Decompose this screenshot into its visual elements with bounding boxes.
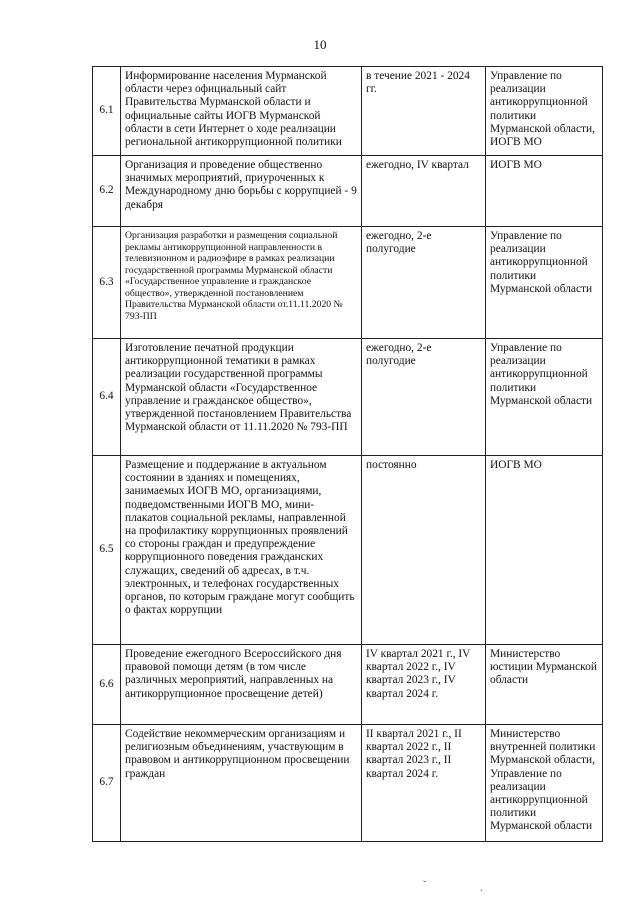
activity-cell: Организация и проведение общественно значимых мероприятий, приуроченных к Международному дню борьбы с коррупцией - 9 декабря — [121, 156, 362, 227]
page-number: 10 — [313, 37, 327, 52]
activity-cell: Организация разработки и размещения социальной рекламы антикоррупционной направленности в телевизионном и радиоэфире в рамках реализации государственной программы Мурманской области «Государственное управление и гражданское общество», утвержденной постановлением Правительства Мурманской области от.11.11.2020 № 793-ПП — [121, 227, 362, 339]
responsible-cell: Министерство внутренней политики Мурманской области, Управление по реализации антикоррупционной политики Мурманской области — [486, 725, 603, 842]
deadline-cell: ежегодно, IV квартал — [362, 156, 486, 227]
row-number: 6.3 — [93, 227, 121, 339]
table-row-6-1 — [93, 67, 603, 156]
deadline-cell: IV квартал 2021 г., IV квартал 2022 г., IV квартал 2023 г., IV квартал 2024 г. — [362, 645, 486, 725]
row-number: 6.7 — [93, 725, 121, 842]
table-row-6-5 — [93, 456, 603, 645]
deadline-cell: ежегодно, 2-е полугодие — [362, 227, 486, 339]
table-row-6-6 — [93, 645, 603, 725]
scan-speck: ˇ — [423, 880, 427, 891]
activity-cell: Информирование населения Мурманской области через официальный сайт Правительства Мурманской области и официальные сайты ИОГВ Мурманской области в сети Интернет о ходе реализации региональной антикоррупционной политики — [121, 67, 362, 156]
row-number: 6.2 — [93, 156, 121, 227]
deadline-cell: ежегодно, 2-е полугодие — [362, 339, 486, 456]
action-plan-table — [92, 66, 603, 842]
activity-cell: Проведение ежегодного Всероссийского дня правовой помощи детям (в том числе различных мероприятий, направленных на антикоррупционное просвещение детей) — [121, 645, 362, 725]
responsible-cell: Управление по реализации антикоррупционной политики Мурманской области, ИОГВ МО — [486, 67, 603, 156]
row-number: 6.1 — [93, 67, 121, 156]
table-row-6-4 — [93, 339, 603, 456]
responsible-cell: ИОГВ МО — [486, 456, 603, 645]
responsible-cell: Управление по реализации антикоррупционной политики Мурманской области — [486, 339, 603, 456]
deadline-cell: постоянно — [362, 456, 486, 645]
row-number: 6.6 — [93, 645, 121, 725]
activity-cell: Изготовление печатной продукции антикоррупционной тематики в рамках реализации государственной программы Мурманской области «Государственное управление и гражданское общество», утвержденной постановлением Правительства Мурманской области от 11.11.2020 № 793-ПП — [121, 339, 362, 456]
activity-cell: Размещение и поддержание в актуальном состоянии в зданиях и помещениях, занимаемых ИОГВ МО, организациями, подведомственными ИОГВ МО, мини-плакатов социальной рекламы, направленной на профилактику коррупционных проявлений со стороны граждан и предупреждение коррупционного поведения гражданских служащих, сведений об адресах, в т.ч. электронных, и телефонах государственных органов, по которым граждане могут сообщить о фактах коррупции — [121, 456, 362, 645]
row-number: 6.5 — [93, 456, 121, 645]
row-number: 6.4 — [93, 339, 121, 456]
activity-cell: Содействие некоммерческим организациям и религиозным объединениям, участвующим в правовом и антикоррупционном просвещении граждан — [121, 725, 362, 842]
table-row-6-2 — [93, 156, 603, 227]
responsible-cell: ИОГВ МО — [486, 156, 603, 227]
responsible-cell: Управление по реализации антикоррупционной политики Мурманской области — [486, 227, 603, 339]
scan-speck: · — [480, 886, 484, 897]
responsible-cell: Министерство юстиции Мурманской области — [486, 645, 603, 725]
deadline-cell: II квартал 2021 г., II квартал 2022 г., II квартал 2023 г., II квартал 2024 г. — [362, 725, 486, 842]
table-row-6-3 — [93, 227, 603, 339]
deadline-cell: в течение 2021 - 2024 гг. — [362, 67, 486, 156]
table-row-6-7 — [93, 725, 603, 842]
